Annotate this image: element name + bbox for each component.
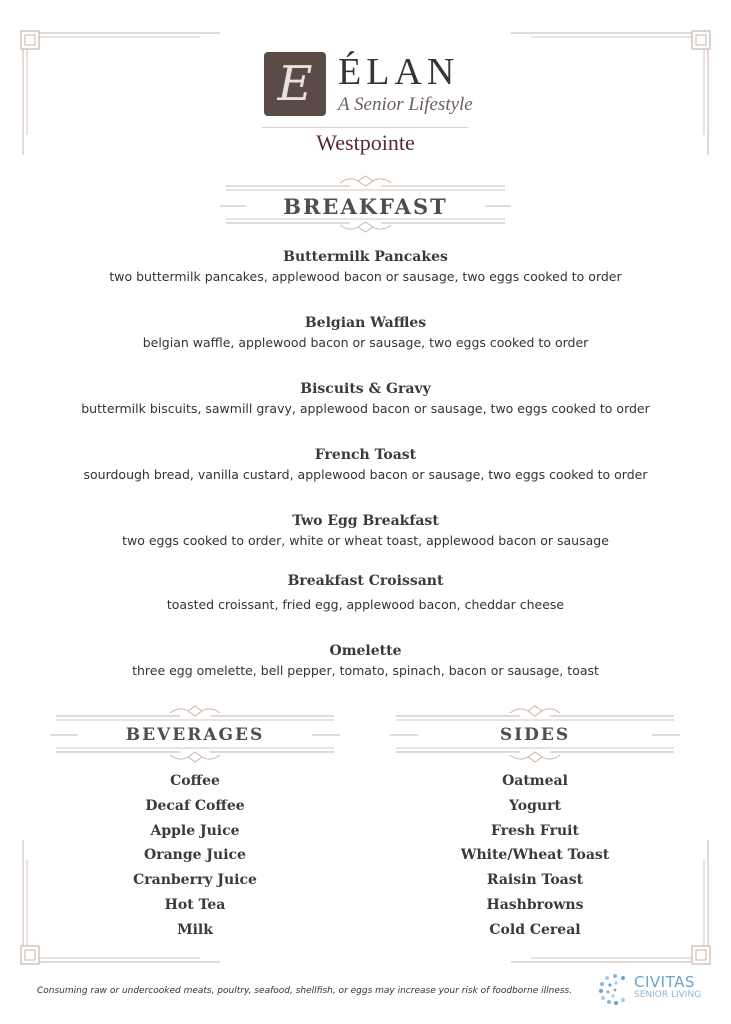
menu-item-desc: sourdough bread, vanilla custard, applewood bacon or sausage, two eggs cooked to order (83, 467, 648, 482)
menu-item-name: Biscuits & Gravy (300, 381, 431, 397)
monogram-letter: E (277, 56, 313, 112)
breakfast-title: BREAKFAST (283, 194, 448, 219)
list-item: Coffee (170, 773, 220, 789)
menu-item (0, 643, 731, 678)
breakfast-banner (218, 174, 513, 234)
elan-logo (262, 50, 472, 130)
menu-item-name: Buttermilk Pancakes (283, 249, 448, 265)
sides-banner (390, 703, 680, 763)
menu-item-name: French Toast (314, 447, 417, 463)
menu-item (0, 573, 731, 612)
menu-item (0, 513, 731, 548)
civitas-dots-icon (598, 972, 632, 1006)
monogram-icon (264, 52, 326, 116)
menu-item-desc: two eggs cooked to order, white or wheat toast, applewood bacon or sausage (122, 533, 609, 548)
sides-list (390, 769, 680, 943)
list-item: Cranberry Juice (133, 872, 257, 889)
list-item: Milk (177, 921, 213, 938)
list-item: Apple Juice (150, 822, 240, 839)
list-item: Cold Cereal (489, 921, 581, 938)
list-item: Yogurt (509, 797, 561, 814)
list-item: Decaf Coffee (145, 797, 245, 814)
beverages-list (50, 769, 340, 943)
list-item: Hot Tea (164, 896, 226, 913)
list-item: Fresh Fruit (491, 822, 579, 839)
list-item: Raisin Toast (486, 872, 584, 889)
community-name: Westpointe (316, 130, 415, 155)
civitas-name: CIVITAS (634, 973, 695, 991)
beverages-banner (50, 703, 340, 763)
menu-item-desc: three egg omelette, bell pepper, tomato, spinach, bacon or sausage, toast (132, 663, 599, 678)
list-item: White/Wheat Toast (460, 847, 610, 864)
menu-item (0, 249, 731, 284)
list-item: Orange Juice (144, 847, 246, 864)
beverages-title: BEVERAGES (125, 725, 265, 745)
brand-tagline: A Senior Lifestyle (338, 94, 473, 115)
brand-name: ÉLAN (338, 51, 460, 93)
menu-item (0, 381, 731, 416)
menu-item-name: Breakfast Croissant (287, 573, 444, 589)
sides-title: SIDES (499, 725, 571, 745)
civitas-logo (598, 972, 702, 1006)
list-item: Hashbrowns (486, 896, 584, 913)
food-safety-disclaimer: Consuming raw or undercooked meats, poultry, seafood, shellfish, or eggs may increase your risk of foodborne illness. (37, 986, 573, 996)
menu-item-name: Omelette (329, 643, 402, 659)
menu-item-name: Belgian Waffles (304, 315, 427, 331)
menu-item-desc: two buttermilk pancakes, applewood bacon or sausage, two eggs cooked to order (109, 269, 622, 284)
menu-item-name: Two Egg Breakfast (292, 513, 439, 529)
menu-item-desc: buttermilk biscuits, sawmill gravy, applewood bacon or sausage, two eggs cooked to order (81, 401, 650, 416)
menu-item-desc: toasted croissant, fried egg, applewood bacon, cheddar cheese (166, 597, 565, 612)
menu-item (0, 315, 731, 350)
menu-item-desc: belgian waffle, applewood bacon or sausage, two eggs cooked to order (142, 335, 589, 350)
list-item: Oatmeal (502, 773, 568, 789)
logo-divider (262, 127, 468, 128)
menu-item (0, 447, 731, 482)
civitas-subtitle: SENIOR LIVING (634, 990, 702, 1000)
